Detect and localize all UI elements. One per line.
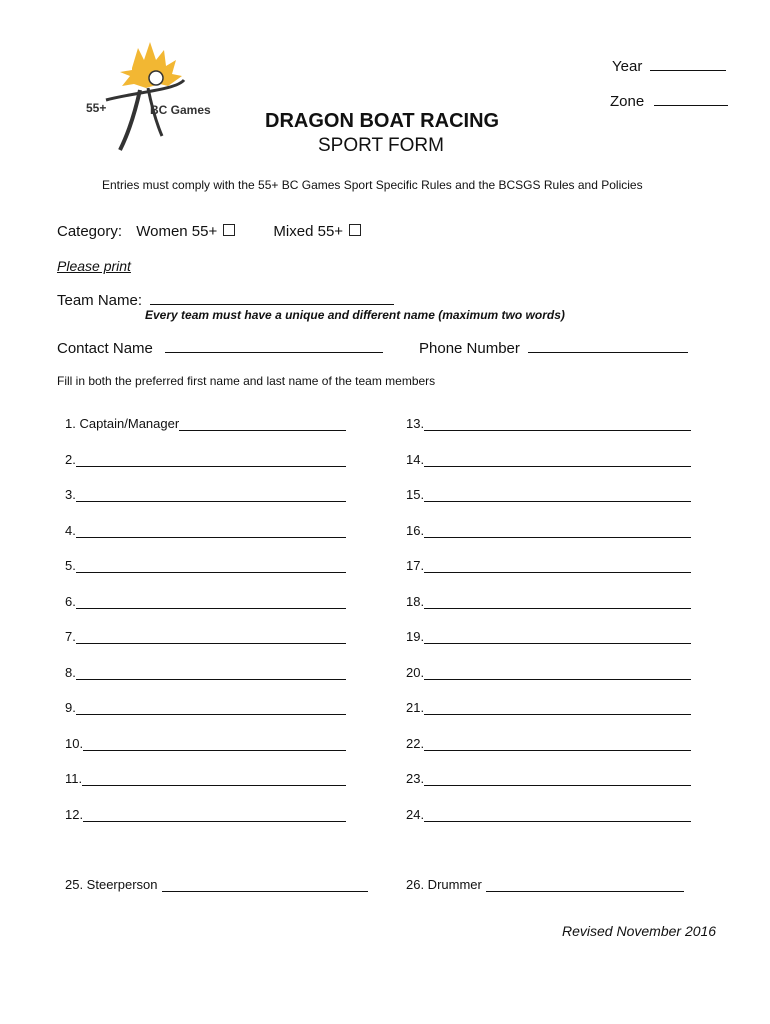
- member-number-label: 9.: [65, 700, 76, 715]
- category-row: [57, 223, 361, 240]
- member-number-label: 14.: [406, 452, 425, 467]
- category-label: Category:: [57, 223, 123, 240]
- member-number-label: 10.: [65, 736, 84, 751]
- member-number-label: 15.: [406, 487, 425, 502]
- member-name-blank[interactable]: [424, 454, 691, 467]
- logo-text-bcgames: BC Games: [150, 103, 211, 117]
- member-name-blank[interactable]: [424, 631, 691, 644]
- drummer-blank[interactable]: [486, 879, 684, 892]
- zone-label: Zone: [610, 93, 645, 110]
- member-number-label: 20.: [406, 665, 425, 680]
- right-member-row[interactable]: [406, 736, 691, 751]
- member-number-label: 6.: [65, 594, 76, 609]
- member-number-label: 3.: [65, 487, 76, 502]
- right-member-row[interactable]: [406, 665, 691, 680]
- rules-notice: Entries must comply with the 55+ BC Games Sport Specific Rules and the BCSGS Rules and Policies: [102, 178, 643, 192]
- left-member-row[interactable]: [65, 523, 346, 538]
- category-mixed-label: Mixed 55+: [273, 223, 344, 240]
- category-women-label: Women 55+: [136, 223, 218, 240]
- member-number-label: 11.: [65, 771, 83, 786]
- left-member-row[interactable]: [65, 665, 346, 680]
- member-number-label: 4.: [65, 523, 76, 538]
- member-number-label: 17.: [406, 558, 425, 573]
- contact-name-label: Contact Name: [57, 340, 153, 357]
- member-number-label: 24.: [406, 807, 425, 822]
- drummer-label: 26. Drummer: [406, 877, 482, 892]
- member-name-blank[interactable]: [424, 525, 691, 538]
- member-name-blank[interactable]: [424, 418, 691, 431]
- member-name-blank[interactable]: [76, 525, 346, 538]
- member-name-blank[interactable]: [424, 809, 691, 822]
- mixed-55-checkbox[interactable]: [349, 224, 361, 236]
- member-name-blank[interactable]: [83, 738, 346, 751]
- contact-name-blank[interactable]: [165, 338, 383, 353]
- team-name-note: Every team must have a unique and different name (maximum two words): [145, 308, 565, 322]
- contact-name-field[interactable]: [57, 338, 383, 357]
- steerperson-blank[interactable]: [162, 879, 368, 892]
- member-name-blank[interactable]: [424, 667, 691, 680]
- year-label: Year: [612, 58, 643, 75]
- member-name-blank[interactable]: [83, 809, 346, 822]
- left-member-row[interactable]: [65, 700, 346, 715]
- member-number-label: 13.: [406, 416, 425, 431]
- steerperson-label: 25. Steerperson: [65, 877, 158, 892]
- left-member-row[interactable]: [65, 487, 346, 502]
- member-name-blank[interactable]: [424, 560, 691, 573]
- member-number-label: 5.: [65, 558, 76, 573]
- member-name-blank[interactable]: [424, 596, 691, 609]
- phone-number-field[interactable]: [419, 338, 688, 357]
- member-number-label: 12.: [65, 807, 84, 822]
- right-member-row[interactable]: [406, 416, 691, 431]
- member-name-blank[interactable]: [76, 454, 346, 467]
- right-member-row[interactable]: [406, 700, 691, 715]
- member-number-label: 23.: [406, 771, 425, 786]
- steerperson-field[interactable]: [65, 877, 368, 892]
- phone-number-label: Phone Number: [419, 340, 520, 357]
- member-name-blank[interactable]: [76, 631, 346, 644]
- please-print-note: Please print: [57, 258, 131, 274]
- team-name-field[interactable]: [57, 290, 394, 309]
- left-member-row[interactable]: [65, 558, 346, 573]
- women-55-checkbox[interactable]: [223, 224, 235, 236]
- left-member-row[interactable]: [65, 629, 346, 644]
- member-name-blank[interactable]: [424, 773, 691, 786]
- team-name-label: Team Name:: [57, 292, 143, 309]
- team-name-blank[interactable]: [150, 290, 394, 305]
- member-number-label: 22.: [406, 736, 425, 751]
- bc-games-logo: [86, 38, 226, 158]
- member-name-blank[interactable]: [424, 702, 691, 715]
- revised-date: Revised November 2016: [562, 923, 717, 939]
- left-member-row[interactable]: [65, 807, 346, 822]
- member-name-blank[interactable]: [76, 702, 346, 715]
- left-member-row[interactable]: [65, 771, 346, 786]
- zone-blank[interactable]: [654, 91, 728, 106]
- page-title: DRAGON BOAT RACING: [265, 110, 500, 132]
- left-member-row[interactable]: [65, 416, 346, 431]
- member-name-blank[interactable]: [76, 667, 346, 680]
- member-name-blank[interactable]: [82, 773, 346, 786]
- member-name-blank[interactable]: [76, 596, 346, 609]
- member-name-blank[interactable]: [424, 489, 691, 502]
- left-member-row[interactable]: [65, 594, 346, 609]
- member-name-blank[interactable]: [76, 489, 346, 502]
- member-number-label: 2.: [65, 452, 76, 467]
- year-field[interactable]: [612, 56, 726, 75]
- right-member-row[interactable]: [406, 452, 691, 467]
- left-member-row[interactable]: [65, 736, 346, 751]
- right-member-row[interactable]: [406, 629, 691, 644]
- member-number-label: 16.: [406, 523, 425, 538]
- right-member-row[interactable]: [406, 771, 691, 786]
- phone-number-blank[interactable]: [528, 338, 688, 353]
- member-number-label: 1. Captain/Manager: [65, 416, 180, 431]
- zone-field[interactable]: [610, 91, 728, 110]
- page-subtitle: SPORT FORM: [318, 135, 444, 156]
- right-member-row[interactable]: [406, 487, 691, 502]
- year-blank[interactable]: [650, 56, 726, 71]
- member-number-label: 19.: [406, 629, 425, 644]
- member-number-label: 21.: [406, 700, 425, 715]
- member-name-blank[interactable]: [179, 418, 346, 431]
- right-member-row[interactable]: [406, 558, 691, 573]
- right-member-row[interactable]: [406, 807, 691, 822]
- logo-text-55: 55+: [86, 101, 107, 115]
- left-member-row[interactable]: [65, 452, 346, 467]
- member-number-label: 7.: [65, 629, 76, 644]
- members-instruction: Fill in both the preferred first name and last name of the team members: [57, 374, 436, 388]
- figure-head-icon: [149, 71, 163, 85]
- member-number-label: 18.: [406, 594, 425, 609]
- right-member-row[interactable]: [406, 594, 691, 609]
- right-member-row[interactable]: [406, 523, 691, 538]
- drummer-field[interactable]: [406, 877, 684, 892]
- member-name-blank[interactable]: [76, 560, 346, 573]
- member-name-blank[interactable]: [424, 738, 691, 751]
- member-number-label: 8.: [65, 665, 76, 680]
